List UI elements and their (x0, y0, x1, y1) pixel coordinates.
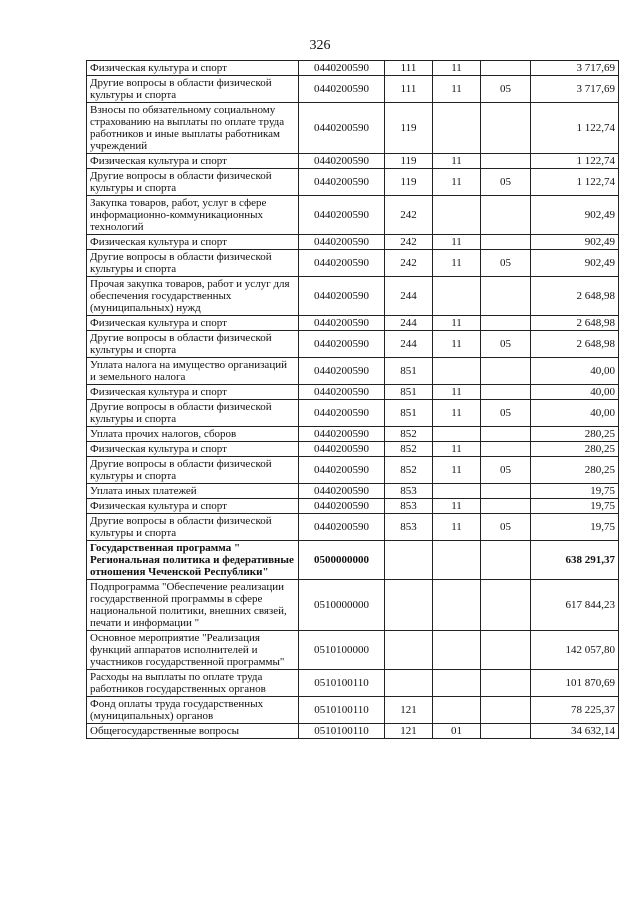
target-article-code-cell: 0510100000 (299, 631, 385, 670)
target-article-code-cell: 0510100110 (299, 697, 385, 724)
row-name-cell: Закупка товаров, работ, услуг в сфере информационно-коммуникационных технологий (87, 196, 299, 235)
target-article-code-cell: 0440200590 (299, 196, 385, 235)
row-name-cell: Другие вопросы в области физической культуры и спорта (87, 76, 299, 103)
target-article-code-cell: 0440200590 (299, 250, 385, 277)
expense-type-code-cell: 242 (385, 250, 433, 277)
table-row (87, 724, 619, 739)
amount-cell: 1 122,74 (531, 154, 619, 169)
target-article-code-cell: 0440200590 (299, 76, 385, 103)
table-row (87, 358, 619, 385)
subsection-code-cell (481, 580, 531, 631)
table-row (87, 169, 619, 196)
row-name-cell: Уплата иных платежей (87, 484, 299, 499)
expense-type-code-cell: 851 (385, 400, 433, 427)
section-code-cell: 11 (433, 331, 481, 358)
expense-type-code-cell: 119 (385, 103, 433, 154)
table-row (87, 250, 619, 277)
target-article-code-cell: 0440200590 (299, 169, 385, 196)
subsection-code-cell (481, 235, 531, 250)
table-row (87, 499, 619, 514)
amount-cell: 19,75 (531, 499, 619, 514)
expense-type-code-cell: 853 (385, 484, 433, 499)
target-article-code-cell: 0510000000 (299, 580, 385, 631)
section-code-cell (433, 358, 481, 385)
target-article-code-cell: 0440200590 (299, 235, 385, 250)
amount-cell: 34 632,14 (531, 724, 619, 739)
target-article-code-cell: 0510100110 (299, 670, 385, 697)
target-article-code-cell: 0440200590 (299, 103, 385, 154)
row-name-cell: Физическая культура и спорт (87, 235, 299, 250)
subsection-code-cell (481, 670, 531, 697)
expense-type-code-cell: 111 (385, 76, 433, 103)
subsection-code-cell (481, 358, 531, 385)
amount-cell: 40,00 (531, 400, 619, 427)
amount-cell: 2 648,98 (531, 277, 619, 316)
amount-cell: 78 225,37 (531, 697, 619, 724)
section-code-cell (433, 541, 481, 580)
subsection-code-cell: 05 (481, 169, 531, 196)
row-name-cell: Физическая культура и спорт (87, 499, 299, 514)
table-row (87, 697, 619, 724)
expense-type-code-cell (385, 670, 433, 697)
target-article-code-cell: 0510100110 (299, 724, 385, 739)
table-row (87, 541, 619, 580)
table-row (87, 103, 619, 154)
section-code-cell: 11 (433, 499, 481, 514)
row-name-cell: Основное мероприятие "Реализация функций аппаратов исполнителей и участников государственной программы" (87, 631, 299, 670)
row-name-cell: Другие вопросы в области физической культуры и спорта (87, 457, 299, 484)
subsection-code-cell: 05 (481, 457, 531, 484)
amount-cell: 19,75 (531, 514, 619, 541)
amount-cell: 902,49 (531, 235, 619, 250)
row-name-cell: Другие вопросы в области физической культуры и спорта (87, 400, 299, 427)
row-name-cell: Физическая культура и спорт (87, 442, 299, 457)
expense-type-code-cell: 852 (385, 442, 433, 457)
row-name-cell: Расходы на выплаты по оплате труда работников государственных органов (87, 670, 299, 697)
row-name-cell: Другие вопросы в области физической культуры и спорта (87, 514, 299, 541)
subsection-code-cell: 05 (481, 331, 531, 358)
section-code-cell: 11 (433, 514, 481, 541)
expense-type-code-cell: 242 (385, 196, 433, 235)
section-code-cell: 11 (433, 61, 481, 76)
subsection-code-cell: 05 (481, 250, 531, 277)
table-row (87, 316, 619, 331)
amount-cell: 280,25 (531, 442, 619, 457)
section-code-cell (433, 484, 481, 499)
target-article-code-cell: 0440200590 (299, 427, 385, 442)
target-article-code-cell: 0440200590 (299, 442, 385, 457)
amount-cell: 3 717,69 (531, 76, 619, 103)
amount-cell: 19,75 (531, 484, 619, 499)
table-row (87, 331, 619, 358)
section-code-cell (433, 427, 481, 442)
table-row (87, 631, 619, 670)
amount-cell: 280,25 (531, 457, 619, 484)
expense-type-code-cell: 852 (385, 427, 433, 442)
expense-type-code-cell: 851 (385, 358, 433, 385)
expense-type-code-cell: 244 (385, 316, 433, 331)
target-article-code-cell: 0440200590 (299, 385, 385, 400)
subsection-code-cell (481, 631, 531, 670)
row-name-cell: Взносы по обязательному социальному страхованию на выплаты по оплате труда работников и иные выплаты работникам учреждений (87, 103, 299, 154)
target-article-code-cell: 0440200590 (299, 499, 385, 514)
table-row (87, 514, 619, 541)
row-name-cell: Уплата прочих налогов, сборов (87, 427, 299, 442)
section-code-cell (433, 580, 481, 631)
row-name-cell: Другие вопросы в области физической культуры и спорта (87, 331, 299, 358)
subsection-code-cell (481, 154, 531, 169)
expense-type-code-cell: 119 (385, 154, 433, 169)
subsection-code-cell (481, 724, 531, 739)
subsection-code-cell (481, 499, 531, 514)
table-row (87, 442, 619, 457)
amount-cell: 1 122,74 (531, 169, 619, 196)
target-article-code-cell: 0440200590 (299, 277, 385, 316)
row-name-cell: Прочая закупка товаров, работ и услуг для обеспечения государственных (муниципальных) нужд (87, 277, 299, 316)
table-row (87, 76, 619, 103)
table-row (87, 196, 619, 235)
row-name-cell: Физическая культура и спорт (87, 154, 299, 169)
amount-cell: 3 717,69 (531, 61, 619, 76)
subsection-code-cell (481, 385, 531, 400)
target-article-code-cell: 0440200590 (299, 316, 385, 331)
amount-cell: 2 648,98 (531, 316, 619, 331)
subsection-code-cell (481, 103, 531, 154)
row-name-cell: Физическая культура и спорт (87, 61, 299, 76)
expense-type-code-cell: 244 (385, 277, 433, 316)
target-article-code-cell: 0440200590 (299, 484, 385, 499)
budget-table-body (87, 61, 619, 739)
section-code-cell (433, 697, 481, 724)
expense-type-code-cell: 853 (385, 499, 433, 514)
table-row (87, 457, 619, 484)
row-name-cell: Подпрограмма "Обеспечение реализации государственной программы в сфере национальной политики, внешних связей, печати и информации " (87, 580, 299, 631)
target-article-code-cell: 0440200590 (299, 331, 385, 358)
section-code-cell: 11 (433, 250, 481, 277)
amount-cell: 101 870,69 (531, 670, 619, 697)
section-code-cell (433, 196, 481, 235)
amount-cell: 638 291,37 (531, 541, 619, 580)
amount-cell: 1 122,74 (531, 103, 619, 154)
expense-type-code-cell: 851 (385, 385, 433, 400)
row-name-cell: Физическая культура и спорт (87, 385, 299, 400)
page-number: 326 (309, 38, 331, 53)
amount-cell: 617 844,23 (531, 580, 619, 631)
subsection-code-cell: 05 (481, 76, 531, 103)
budget-table (86, 60, 619, 739)
expense-type-code-cell: 244 (385, 331, 433, 358)
table-row (87, 235, 619, 250)
subsection-code-cell (481, 196, 531, 235)
amount-cell: 40,00 (531, 385, 619, 400)
expense-type-code-cell: 121 (385, 724, 433, 739)
table-row (87, 400, 619, 427)
expense-type-code-cell (385, 631, 433, 670)
amount-cell: 40,00 (531, 358, 619, 385)
subsection-code-cell (481, 442, 531, 457)
subsection-code-cell (481, 697, 531, 724)
subsection-code-cell (481, 427, 531, 442)
row-name-cell: Уплата налога на имущество организаций и земельного налога (87, 358, 299, 385)
amount-cell: 280,25 (531, 427, 619, 442)
table-row (87, 277, 619, 316)
table-row (87, 580, 619, 631)
target-article-code-cell: 0500000000 (299, 541, 385, 580)
section-code-cell: 11 (433, 169, 481, 196)
table-row (87, 154, 619, 169)
row-name-cell: Фонд оплаты труда государственных (муниципальных) органов (87, 697, 299, 724)
amount-cell: 142 057,80 (531, 631, 619, 670)
expense-type-code-cell: 111 (385, 61, 433, 76)
subsection-code-cell (481, 277, 531, 316)
section-code-cell: 11 (433, 235, 481, 250)
section-code-cell: 01 (433, 724, 481, 739)
target-article-code-cell: 0440200590 (299, 154, 385, 169)
target-article-code-cell: 0440200590 (299, 457, 385, 484)
section-code-cell (433, 670, 481, 697)
section-code-cell: 11 (433, 316, 481, 331)
row-name-cell: Государственная программа " Региональная политика и федеративные отношения Чеченской Республики" (87, 541, 299, 580)
row-name-cell: Другие вопросы в области физической культуры и спорта (87, 169, 299, 196)
section-code-cell: 11 (433, 154, 481, 169)
expense-type-code-cell: 119 (385, 169, 433, 196)
subsection-code-cell: 05 (481, 400, 531, 427)
target-article-code-cell: 0440200590 (299, 400, 385, 427)
section-code-cell (433, 277, 481, 316)
table-row (87, 385, 619, 400)
row-name-cell: Другие вопросы в области физической культуры и спорта (87, 250, 299, 277)
section-code-cell: 11 (433, 385, 481, 400)
row-name-cell: Физическая культура и спорт (87, 316, 299, 331)
expense-type-code-cell: 121 (385, 697, 433, 724)
amount-cell: 902,49 (531, 250, 619, 277)
table-row (87, 670, 619, 697)
section-code-cell: 11 (433, 442, 481, 457)
section-code-cell: 11 (433, 76, 481, 103)
section-code-cell: 11 (433, 400, 481, 427)
section-code-cell (433, 631, 481, 670)
subsection-code-cell (481, 541, 531, 580)
amount-cell: 2 648,98 (531, 331, 619, 358)
target-article-code-cell: 0440200590 (299, 358, 385, 385)
amount-cell: 902,49 (531, 196, 619, 235)
table-row (87, 61, 619, 76)
subsection-code-cell: 05 (481, 514, 531, 541)
target-article-code-cell: 0440200590 (299, 61, 385, 76)
subsection-code-cell (481, 61, 531, 76)
expense-type-code-cell (385, 541, 433, 580)
table-row (87, 427, 619, 442)
expense-type-code-cell: 242 (385, 235, 433, 250)
subsection-code-cell (481, 316, 531, 331)
expense-type-code-cell: 852 (385, 457, 433, 484)
expense-type-code-cell: 853 (385, 514, 433, 541)
expense-type-code-cell (385, 580, 433, 631)
section-code-cell: 11 (433, 457, 481, 484)
target-article-code-cell: 0440200590 (299, 514, 385, 541)
section-code-cell (433, 103, 481, 154)
row-name-cell: Общегосударственные вопросы (87, 724, 299, 739)
table-row (87, 484, 619, 499)
subsection-code-cell (481, 484, 531, 499)
